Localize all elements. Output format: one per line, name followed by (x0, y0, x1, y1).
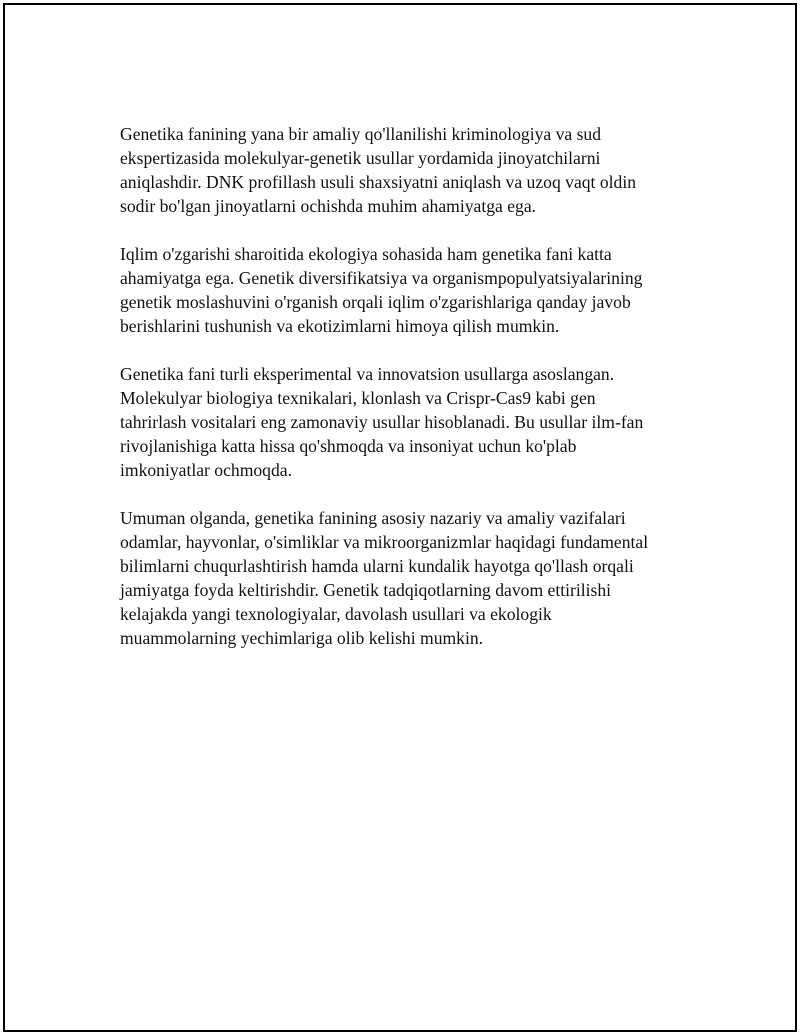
text-line: odamlar, hayvonlar, o'simliklar va mikroorganizmlar haqidagi fundamental (120, 532, 649, 552)
text-line: imkoniyatlar ochmoqda. (120, 460, 292, 480)
text-line: Umuman olganda, genetika fanining asosiy nazariy va amaliy vazifalari (120, 508, 626, 528)
text-line: kelajakda yangi texnologiyalar, davolash usullari va ekologik (120, 604, 552, 624)
text-line: tahrirlash vositalari eng zamonaviy usullar hisoblanadi. Bu usullar ilm-fan (120, 412, 644, 432)
text-line: berishlarini tushunish va ekotizimlarni himoya qilish mumkin. (120, 316, 560, 336)
text-line: ahamiyatga ega. Genetik diversifikatsiya va organismpopulyatsiyalarining (120, 268, 643, 288)
text-line: jamiyatga foyda keltirishdir. Genetik tadqiqotlarning davom ettirilishi (120, 580, 612, 600)
text-line: genetik moslashuvini o'rganish orqali iqlim o'zgarishlariga qanday javob (120, 292, 631, 312)
text-line: ekspertizasida molekulyar-genetik usullar yordamida jinoyatchilarni (120, 148, 601, 168)
text-line: rivojlanishiga katta hissa qo'shmoqda va insoniyat uchun ko'plab (120, 436, 577, 456)
paragraph-climate-ecology (120, 242, 690, 338)
text-line: muammolarning yechimlariga olib kelishi mumkin. (120, 628, 484, 648)
text-line: Iqlim o'zgarishi sharoitida ekologiya sohasida ham genetika fani katta (120, 244, 612, 264)
text-line: aniqlashdir. DNK profillash usuli shaxsiyatni aniqlash va uzoq vaqt oldin (120, 172, 637, 192)
paragraph-conclusion (120, 506, 690, 650)
text-line: bilimlarni chuqurlashtirish hamda ularni kundalik hayotga qo'llash orqali (120, 556, 634, 576)
text-line: Genetika fani turli eksperimental va innovatsion usullarga asoslangan. (120, 364, 615, 384)
document-page (3, 3, 797, 1032)
text-line: Molekulyar biologiya texnikalari, klonlash va Crispr-Cas9 kabi gen (120, 388, 596, 408)
paragraph-methods (120, 362, 690, 482)
paragraph-forensics (120, 122, 690, 218)
text-line: Genetika fanining yana bir amaliy qo'llanilishi kriminologiya va sud (120, 124, 602, 144)
text-line: sodir bo'lgan jinoyatlarni ochishda muhim ahamiyatga ega. (120, 196, 537, 216)
document-body (120, 122, 690, 674)
